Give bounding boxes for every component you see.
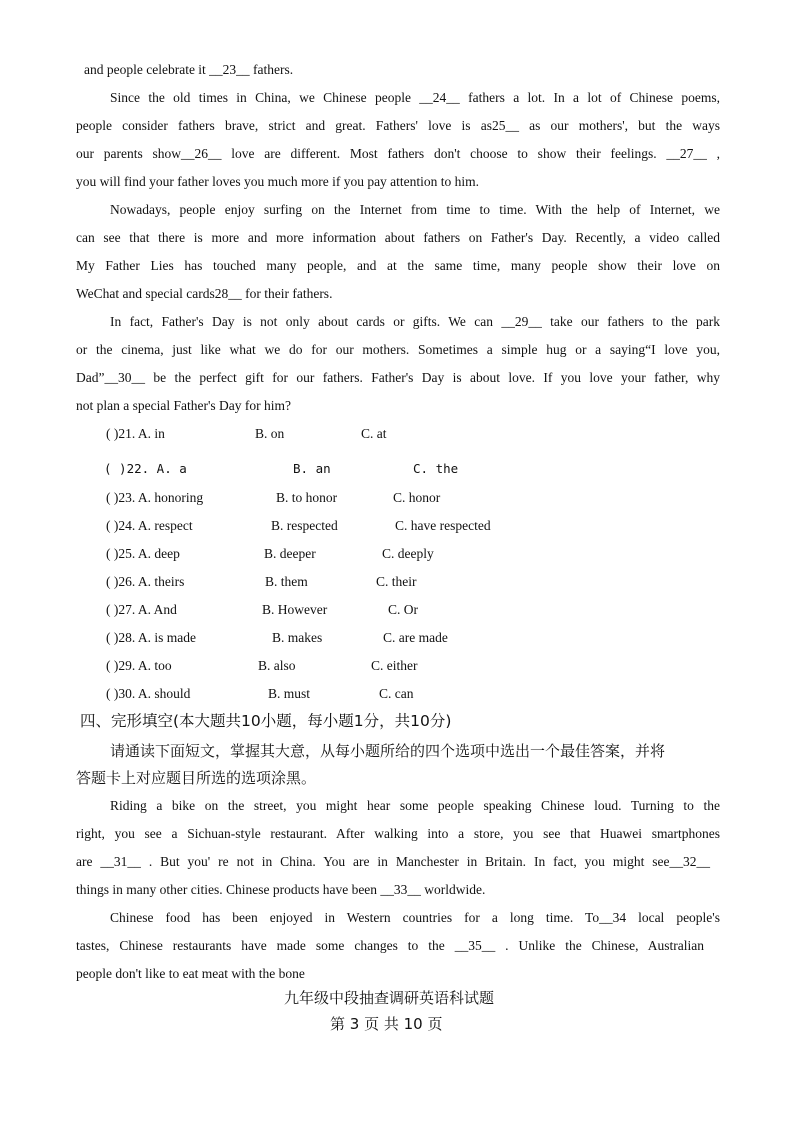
passage-line: Chinese food has been enjoyed in Western countries for a long time. To__34 local people's <box>110 910 720 925</box>
passage-line: Since the old times in China, we Chinese people __24__ fathers a lot. In a lot of Chinese poems, <box>110 90 720 105</box>
section-title: 四、完形填空(本大题共10小题，每小题1分，共10分) <box>80 712 452 730</box>
option-a: ( )24. A. respect <box>106 518 193 533</box>
passage-line: Dad”__30__ be the perfect gift for our fathers. Father's Day is about love. If you love your father, why <box>76 370 720 385</box>
option-c: C. Or <box>388 602 418 617</box>
option-c: C. the <box>413 461 459 476</box>
page-number: 第 3 页 共 10 页 <box>330 1015 443 1033</box>
option-a: ( )25. A. deep <box>106 546 180 561</box>
option-c: C. either <box>371 658 418 673</box>
option-b: B. also <box>258 658 296 673</box>
option-a: ( )23. A. honoring <box>106 490 204 505</box>
option-b: B. an <box>293 461 331 476</box>
passage-line: things in many other cities. Chinese products have been __33__ worldwide. <box>76 882 486 897</box>
passage-line: and people celebrate it __23__ fathers. <box>84 62 294 77</box>
option-c: C. their <box>376 574 417 589</box>
passage-line: Nowadays, people enjoy surfing on the Internet from time to time. With the help of Internet, we <box>110 202 720 217</box>
option-c: C. honor <box>393 490 441 505</box>
section-instructions: 答题卡上对应题目所选的选项涂黑。 <box>76 769 317 787</box>
option-b: B. makes <box>272 630 323 645</box>
option-a: ( )28. A. is made <box>106 630 196 645</box>
option-a: ( )21. A. in <box>106 426 165 441</box>
passage-line: are __31__ . But you' re not in China. You are in Manchester in Britain. In fact, you might see__32__ <box>76 854 710 869</box>
option-a: ( )29. A. too <box>106 658 172 673</box>
passage-line: not plan a special Father's Day for him? <box>76 398 291 413</box>
passage-line: or the cinema, just like what we do for our mothers. Sometimes a simple hug or a saying“I love you, <box>76 342 720 357</box>
option-b: B. However <box>262 602 328 617</box>
passage-line: WeChat and special cards28__ for their fathers. <box>76 286 333 301</box>
option-a: ( )27. A. And <box>106 602 177 617</box>
passage-line: our parents show__26__ love are different. Most fathers don't choose to show their feelings. __27__ , <box>76 146 720 161</box>
footer-title: 九年级中段抽查调研英语科试题 <box>284 989 495 1007</box>
passage-line: people consider fathers brave, strict and great. Fathers' love is as25__ as our mothers', but the ways <box>76 118 720 133</box>
option-c: C. are made <box>383 630 448 645</box>
passage-line: My Father Lies has touched many people, and at the same time, many people show their love on <box>76 258 720 273</box>
option-b: B. to honor <box>276 490 338 505</box>
option-c: C. have respected <box>395 518 491 533</box>
passage-line: In fact, Father's Day is not only about cards or gifts. We can __29__ take our fathers to the park <box>110 314 720 329</box>
option-a: ( )22. A. a <box>104 461 187 476</box>
passage-line: you will find your father loves you much more if you pay attention to him. <box>76 174 480 189</box>
option-c: C. can <box>379 686 414 701</box>
option-b: B. them <box>265 574 308 589</box>
option-b: B. on <box>255 426 285 441</box>
option-c: C. deeply <box>382 546 434 561</box>
passage-line: tastes, Chinese restaurants have made some changes to the __35__ . Unlike the Chinese, Australian <box>76 938 704 953</box>
passage-line: right, you see a Sichuan-style restaurant. After walking into a store, you see that Huawei smartphones <box>76 826 720 841</box>
option-c: C. at <box>361 426 387 441</box>
option-b: B. must <box>268 686 311 701</box>
section-instructions: 请通读下面短文，掌握其大意，从每小题所给的四个选项中选出一个最佳答案，并将 <box>110 742 666 760</box>
option-b: B. respected <box>271 518 338 533</box>
passage-line: people don't like to eat meat with the bone <box>76 966 305 981</box>
passage-line: Riding a bike on the street, you might hear some people speaking Chinese loud. Turning to the <box>110 798 720 813</box>
passage-line: can see that there is more and more information about fathers on Father's Day. Recently, a video called <box>76 230 720 245</box>
option-a: ( )30. A. should <box>106 686 191 701</box>
option-b: B. deeper <box>264 546 316 561</box>
option-a: ( )26. A. theirs <box>106 574 185 589</box>
